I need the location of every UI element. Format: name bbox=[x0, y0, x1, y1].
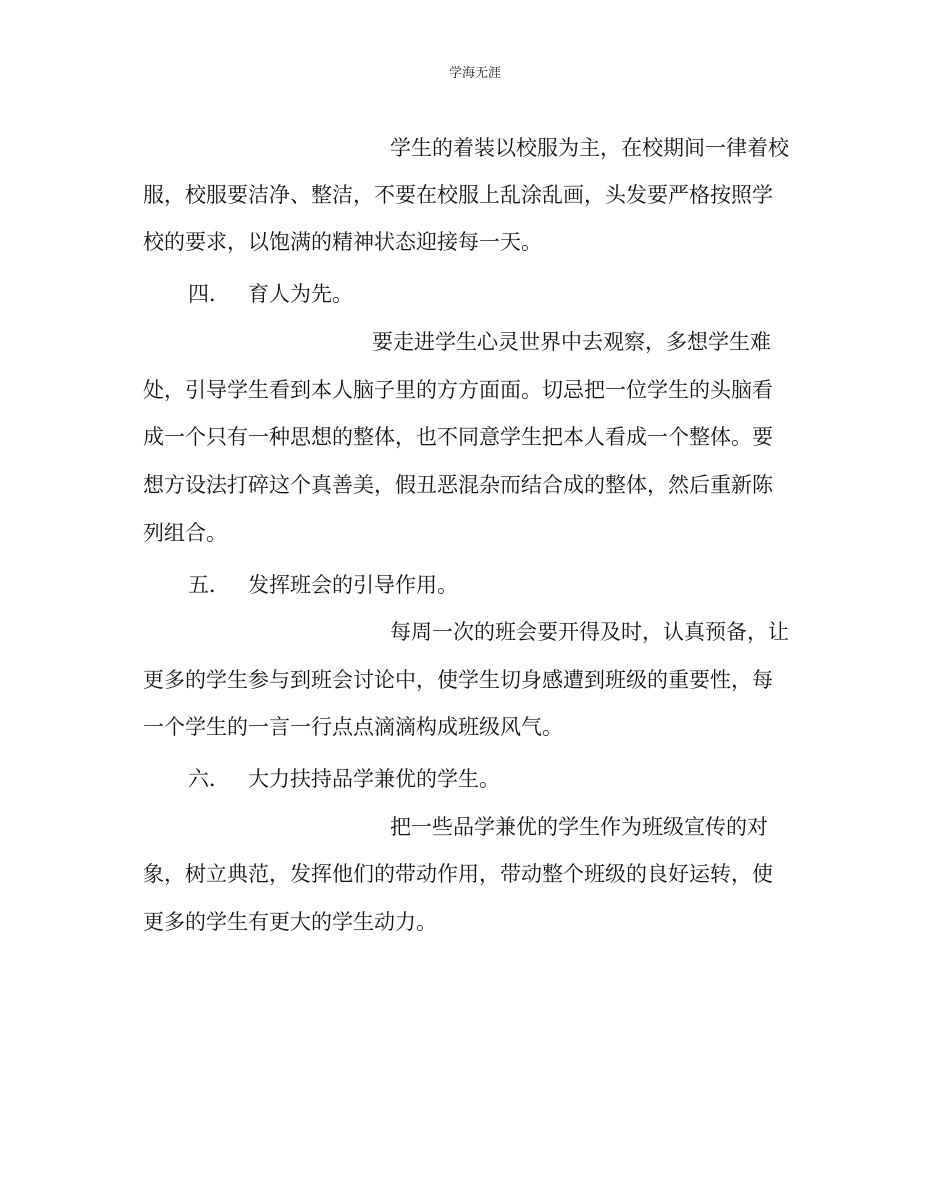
page-header: 学海无涯 bbox=[448, 66, 501, 81]
section-number: 四． bbox=[188, 282, 230, 306]
section-title: 育人为先。 bbox=[248, 282, 353, 306]
section-heading-4 bbox=[188, 282, 353, 306]
paragraph-line: 服，校服要洁净、整洁，不要在校服上乱涂乱画，头发要严格按照学 bbox=[143, 183, 773, 207]
paragraph-line: 每周一次的班会要开得及时，认真预备，让 bbox=[390, 620, 789, 644]
section-number: 六． bbox=[188, 767, 230, 791]
paragraph-line: 列组合。 bbox=[143, 521, 227, 545]
paragraph-line: 更多的学生有更大的学生动力。 bbox=[143, 910, 437, 934]
paragraph-line: 想方设法打碎这个真善美，假丑恶混杂而结合成的整体，然后重新陈 bbox=[143, 473, 773, 497]
section-title: 发挥班会的引导作用。 bbox=[248, 573, 458, 597]
paragraph-line: 一个学生的一言一行点点滴滴构成班级风气。 bbox=[143, 715, 563, 739]
paragraph-line: 学生的着装以校服为主，在校期间一律着校 bbox=[390, 136, 789, 160]
paragraph-line: 象，树立典范，发挥他们的带动作用，带动整个班级的良好运转，使 bbox=[143, 862, 773, 886]
paragraph-line: 校的要求，以饱满的精神状态迎接每一天。 bbox=[143, 230, 542, 254]
paragraph-line: 处，引导学生看到本人脑子里的方方面面。切忌把一位学生的头脑看 bbox=[143, 378, 773, 402]
section-number: 五． bbox=[188, 573, 230, 597]
paragraph-line: 要走进学生心灵世界中去观察，多想学生难 bbox=[372, 330, 771, 354]
paragraph-line: 成一个只有一种思想的整体，也不同意学生把本人看成一个整体。要 bbox=[143, 425, 773, 449]
section-heading-6 bbox=[188, 767, 500, 791]
section-heading-5 bbox=[188, 573, 458, 597]
section-title: 大力扶持品学兼优的学生。 bbox=[248, 767, 500, 791]
paragraph-line: 更多的学生参与到班会讨论中，使学生切身感遭到班级的重要性，每 bbox=[143, 668, 773, 692]
paragraph-line: 把一些品学兼优的学生作为班级宣传的对 bbox=[390, 815, 768, 839]
